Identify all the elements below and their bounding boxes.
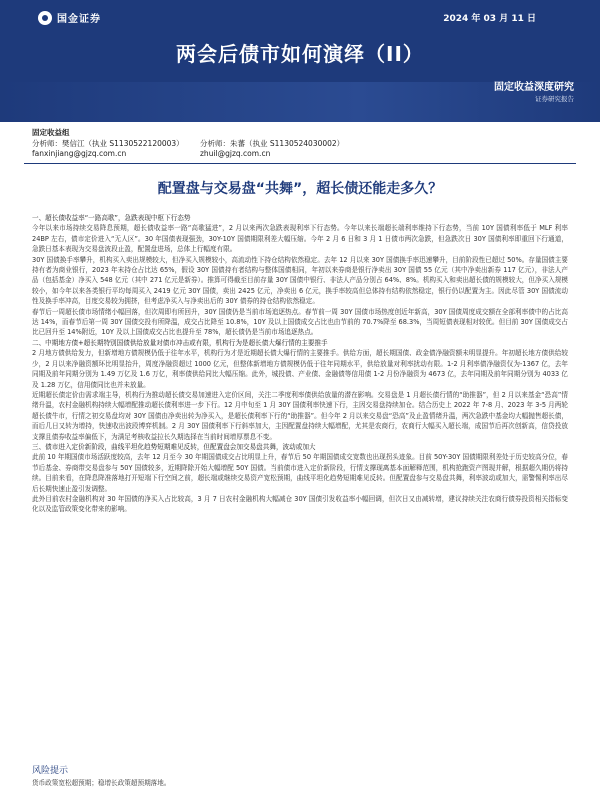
report-subtype: 证券研究报告 bbox=[535, 95, 574, 103]
section-heading-3: 三、债市进入定价新阶段，曲线平坦化趋势短期难见反转，但配置盘会加交易盘共舞，波动或加大 bbox=[32, 442, 316, 451]
article-headline: 配置盘与交易盘“共舞”，超长债还能走多久？ bbox=[157, 181, 443, 197]
team-name: 固定收益组 bbox=[32, 128, 70, 137]
analyst-1: 分析师：樊信江（执业 S1130522120003） bbox=[32, 138, 184, 148]
paragraph: 春节后一周超长债市场情绪小幅回落，但次周即有所回升，30Y 国债仍是当前市场追逐热点。春节前一周 30Y 国债市场热度创近年新高，30Y 国债周度成交额在全部利率债中的占比高达 14%，而春节后第一周 30Y 国债交投有所降温，成交占比降至 10.8%，10Y 及以上国债成交占比也由节前的 70.7%降至 68.3%，当周短债表现相对较优。但目前 30Y 国债成交占比已回升至 14%附近，10Y 及以上国债成交占比也提升至 78%，超长债仍是当前市场追逐热点。 bbox=[32, 307, 568, 337]
analyst-1-email[interactable]: fanxinjiang@gjzq.com.cn bbox=[32, 149, 127, 158]
analyst-2: 分析师：朱蕃（执业 S1130524030002） bbox=[200, 138, 345, 148]
risk-text: 货币政策宽松超预期；稳增长政策超预期落地。 bbox=[32, 779, 171, 787]
section-heading-2: 二、中期地方债+超长期特别国债供给放量对债市冲击或有限，机构行为是超长债大爆行情的主要推手 bbox=[32, 338, 328, 347]
section-heading-1: 一、超长债收益率“一路高歌”，急跌表现中枢下行态势 bbox=[32, 214, 191, 222]
article-body bbox=[32, 213, 568, 515]
report-date: 2024 年 03 月 11 日 bbox=[443, 14, 536, 24]
report-type: 固定收益深度研究 bbox=[494, 82, 574, 93]
risk-heading: 风险提示 bbox=[32, 766, 69, 776]
paragraph: 此前 10 年期国债市场活跃度较高，去年 12 月至今 30 年期国债成交占比明显上升，春节后 50 年期国债成交宽数也出现拐头迹象。目前 50Y-30Y 国债期限利差处于历史较高分位，春节后基金、券商带交易盘参与 50Y 国债较多，近期降除开始大幅增配 50Y 国债。当前债市进入定价新阶段，行情支撑现离基本面解释范围，机构抢跑资产图现并解，根据超久期仍将持续。目前来看，在降息降准落地打开短端下行空间之前，超长端或继续交易资产宽松预期，曲线平坦化趋势短期难见反转。但配置盘参与交易盘共舞，利率波动或加大，需警惕利率出尽后长期快速止盈引发调整。 bbox=[32, 453, 568, 493]
report-header bbox=[0, 0, 600, 122]
brand-logo-icon bbox=[38, 11, 52, 25]
report-title: 两会后债市如何演绎（II） bbox=[176, 42, 424, 66]
paragraph: 2 月地方债供给发力，但新增地方债规模仍低于往年水平，机构行为才是近期超长债大爆行情的主要推手。供给方面，超长期国债、政金债净融资额未明显提升。年初超长地方债供给较少，2 月以来净融资额环比明显抬升，周度净融资超过 1000 亿元，但整体新增地方债规模仍低于往年同期水平，供给放量对利率扰动有限。1-2 月利率债净融资仅为-1367 亿，去年同期及前年同期分别为 1.49 万亿及 1.6 万亿，利率债供给同比大幅压缩。此外，城投债、产业债、金融债等信用债 1-2 月份净融资为 4673 亿，去年同期及前年同期分别为 4033 亿及 1.28 万亿，信用债同比也并未放量。 bbox=[32, 349, 568, 389]
paragraph: 近期超长债定价由需求端主导，机构行为推动超长债交易加速进入定价区间，关注二季度利率债供给放量的潜在影响。交易盘是 1 月超长债行情的“助推器”，但 2 月以来基金“恐高”情绪升温，农村金融机构持续大幅增配推动超长债利率进一步下行。12 月中旬至 1 月 30Y 国债利率快速下行，主因交易盘持续加仓。结合历史上 2022 年 7-8 月、2023 年 3-5 月两轮超长债牛市，行情之初交易盘均对 30Y 国债由净卖出转为净买入，是超长债利率下行的“助推器”。但今年 2 月以来交易盘“恐高”及止盈情绪升温，两次急跌中基金均大幅抛售超长债，而后几日又转为增持，快速收出波段博弈机制。2 月 30Y 国债利率下行斜率加大，主因配置盘持续大幅增配，尤其是农商行，农商行大幅买入超长端，成国节后再次创新高，信贷投放支撑且债券收益率偏低下，为满足考核收益拉长久期选择在当前时间增厚票息不变。 bbox=[32, 390, 568, 441]
analyst-2-email[interactable]: zhuil@gjzq.com.cn bbox=[200, 149, 271, 158]
paragraph: 30Y 国债换手率攀升，机构买入卖出规模较大，但净买入规模较小，高流动性下持仓结构依然稳定。去年 12 月以来 30Y 国债换手率迅速攀升，目前阶段性已超过 50%。存量国债主要持有者为商业银行，2023 年末持仓占比达 65%，假设 30Y 国债持有者结构与整体国债相同，年初以来券商是银行净卖出 30Y 国债 55 亿元（其中净卖出新券 117 亿元），非法人产品（包括基金）净买入 548 亿元（其中 271 亿元是新券）。推算可得截至目前存量 30Y 国债中银行、非法人产品分别占 64%、8%。机构买入和卖出超长债的规模较大，但净买入规模较小，如今年以来各类银行平均每周买入 2419 亿元 30Y 国债，卖出 2425 亿元，净卖出 6 亿元，换手率较高但总体持有结构依然稳定，银行仍以配置为主。因此尽管 30Y 国债流动性及换手率冲高，目度交易较为拥挤，但考虑净买入与净卖出后的 30Y 债券的持仓结构依然稳定。 bbox=[32, 255, 568, 306]
paragraph: 此外目前农村金融机构对 30 年国债的净买入占比较高，3 月 7 日农村金融机构大幅减仓 30Y 国债引发收益率小幅回调，但次日又由减转增，建议持续关注农商行债券投资相关指标变化以及监管政策变化带来的影响。 bbox=[32, 494, 568, 514]
author-block bbox=[32, 128, 572, 160]
paragraph: 今年以来市场持续交易降息预期，超长债收益率一路“高歌猛进”，2 月以来两次急跌表现利率下行态势。今年以来长端超长端利率维持下行态势，当前 10Y 国债利率低于 MLF 利率 24BP 左右，债市定价进入“无人区”。30 年国债表现强劲，30Y-10Y 国债期限利差大幅压缩。今年 2 月 6 日和 3 月 1 日债市两次急跌，但急跌次日 30Y 国债利率即重回下行通道，急跌日基本表现为交易盘波段止盈，配置盘进场，总体上行幅度有限。 bbox=[32, 224, 568, 254]
header-divider bbox=[24, 163, 576, 164]
brand-name: 国金证券 bbox=[57, 14, 101, 25]
brand-logo bbox=[38, 10, 101, 25]
